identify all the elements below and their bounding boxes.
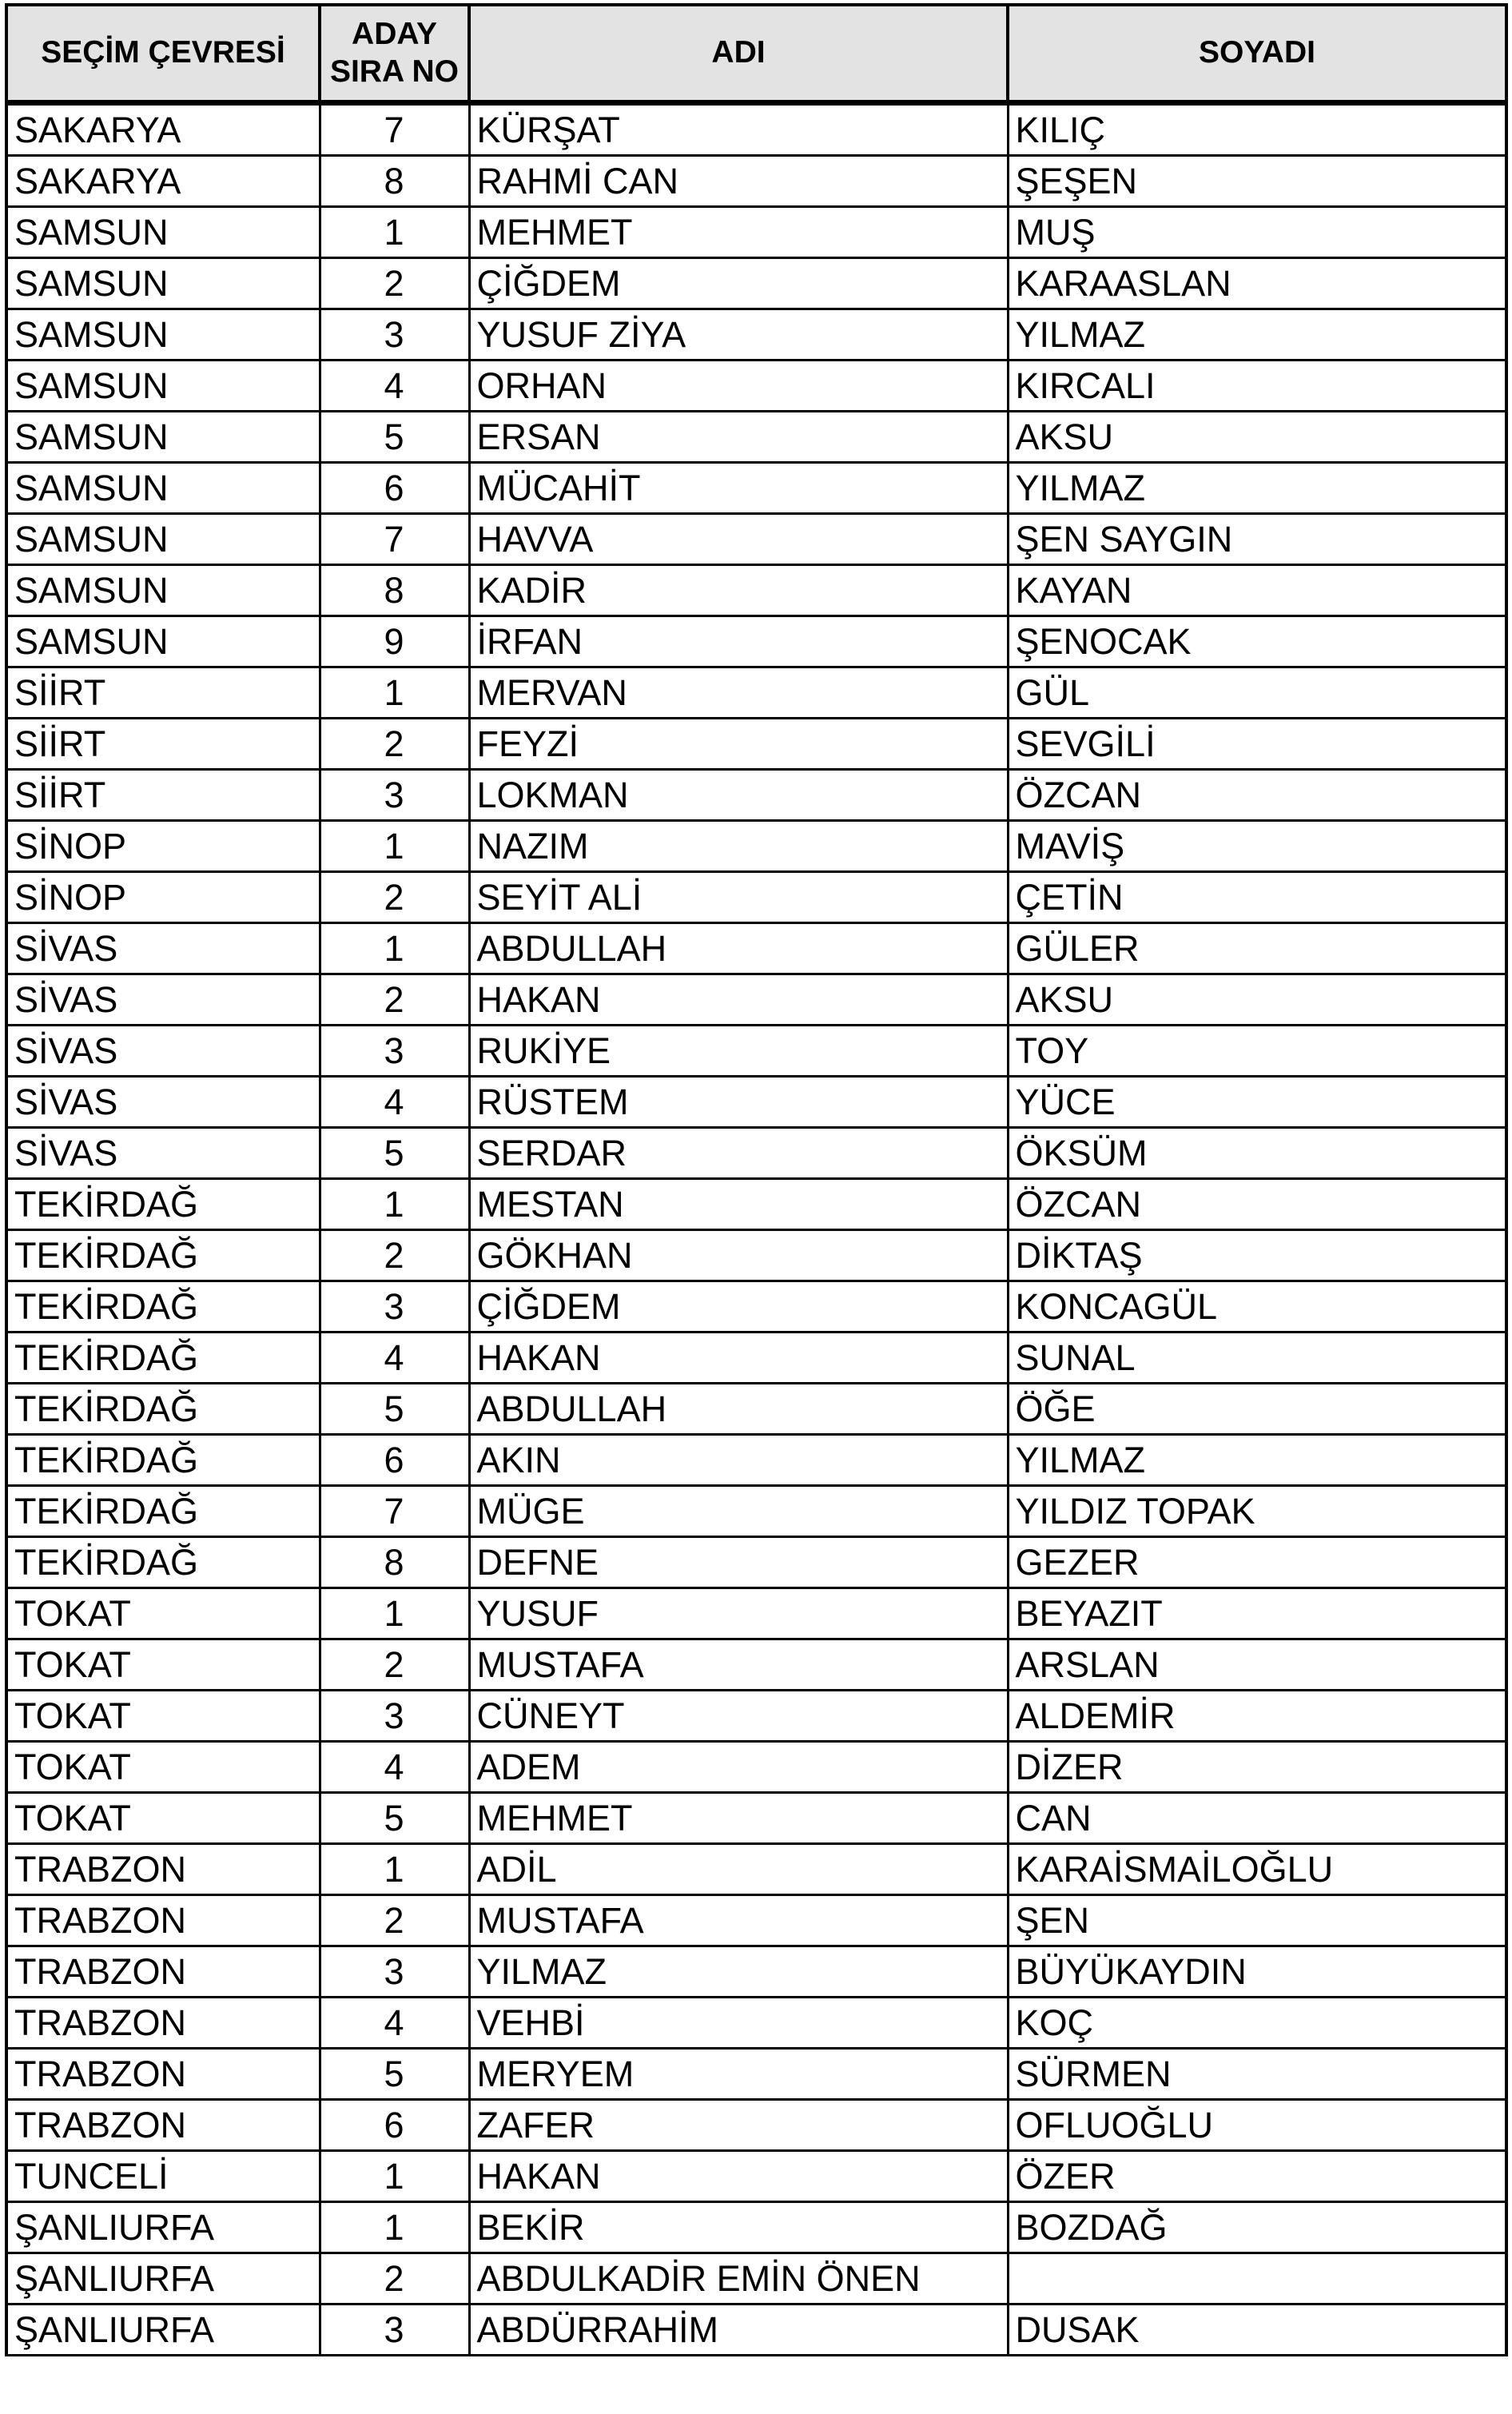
cell-adi: DEFNE (469, 1537, 1008, 1588)
header-sira-no-label: SIRA NO (329, 54, 460, 89)
table-row (6, 412, 1506, 463)
cell-soyadi: ŞENOCAK (1008, 616, 1506, 667)
cell-aday-sira-no: 1 (320, 2151, 469, 2202)
cell-aday-sira-no: 2 (320, 974, 469, 1026)
cell-adi: RÜSTEM (469, 1077, 1008, 1128)
table-row (6, 1639, 1506, 1691)
table-row (6, 1384, 1506, 1435)
cell-adi: AKIN (469, 1435, 1008, 1486)
header-aday-label: ADAY (352, 16, 437, 51)
cell-aday-sira-no: 3 (320, 2304, 469, 2356)
cell-aday-sira-no: 1 (320, 1844, 469, 1895)
table-row (6, 1230, 1506, 1281)
cell-adi: FEYZİ (469, 719, 1008, 770)
cell-secim-cevresi: TEKİRDAĞ (6, 1332, 320, 1384)
cell-soyadi: KARAİSMAİLOĞLU (1008, 1844, 1506, 1895)
table-row (6, 1026, 1506, 1077)
table-row (6, 156, 1506, 207)
cell-adi: ABDÜRRAHİM (469, 2304, 1008, 2356)
header-soyadi: SOYADI (1008, 5, 1506, 103)
table-row (6, 1793, 1506, 1844)
cell-secim-cevresi: TRABZON (6, 2100, 320, 2151)
cell-aday-sira-no: 7 (320, 514, 469, 565)
cell-secim-cevresi: TRABZON (6, 1998, 320, 2049)
cell-soyadi: ÖKSÜM (1008, 1128, 1506, 1179)
cell-secim-cevresi: SAMSUN (6, 514, 320, 565)
cell-adi: YUSUF ZİYA (469, 309, 1008, 361)
cell-soyadi: GÜL (1008, 667, 1506, 719)
cell-adi: MEHMET (469, 207, 1008, 258)
table-row (6, 1946, 1506, 1998)
cell-aday-sira-no: 8 (320, 1537, 469, 1588)
cell-soyadi: CAN (1008, 1793, 1506, 1844)
cell-secim-cevresi: ŞANLIURFA (6, 2304, 320, 2356)
cell-secim-cevresi: SİİRT (6, 719, 320, 770)
cell-aday-sira-no: 5 (320, 2049, 469, 2100)
cell-aday-sira-no: 5 (320, 1128, 469, 1179)
cell-soyadi: MUŞ (1008, 207, 1506, 258)
cell-secim-cevresi: TRABZON (6, 2049, 320, 2100)
cell-adi: CÜNEYT (469, 1691, 1008, 1742)
cell-soyadi: DUSAK (1008, 2304, 1506, 2356)
table-row (6, 1179, 1506, 1230)
cell-soyadi: OFLUOĞLU (1008, 2100, 1506, 2151)
cell-adi: LOKMAN (469, 770, 1008, 821)
cell-aday-sira-no: 4 (320, 1998, 469, 2049)
cell-adi: KÜRŞAT (469, 103, 1008, 156)
table-row (6, 2304, 1506, 2356)
cell-adi: ABDULLAH (469, 923, 1008, 974)
cell-adi: MESTAN (469, 1179, 1008, 1230)
cell-adi: YILMAZ (469, 1946, 1008, 1998)
cell-aday-sira-no: 5 (320, 1793, 469, 1844)
cell-secim-cevresi: SAMSUN (6, 207, 320, 258)
cell-secim-cevresi: ŞANLIURFA (6, 2253, 320, 2304)
cell-soyadi: SEVGİLİ (1008, 719, 1506, 770)
table-row (6, 2049, 1506, 2100)
cell-secim-cevresi: SİVAS (6, 923, 320, 974)
cell-soyadi: KAYAN (1008, 565, 1506, 616)
cell-aday-sira-no: 3 (320, 1946, 469, 1998)
cell-aday-sira-no: 1 (320, 667, 469, 719)
table-body (6, 103, 1506, 2356)
cell-adi: ÇİĞDEM (469, 1281, 1008, 1332)
table-row (6, 1998, 1506, 2049)
cell-aday-sira-no: 3 (320, 770, 469, 821)
cell-aday-sira-no: 1 (320, 1179, 469, 1230)
cell-soyadi: ŞEN SAYGIN (1008, 514, 1506, 565)
cell-aday-sira-no: 2 (320, 1639, 469, 1691)
cell-soyadi: GÜLER (1008, 923, 1506, 974)
table-row (6, 2151, 1506, 2202)
cell-adi: MERYEM (469, 2049, 1008, 2100)
cell-soyadi: KIRCALI (1008, 361, 1506, 412)
cell-adi: MERVAN (469, 667, 1008, 719)
cell-secim-cevresi: SİNOP (6, 872, 320, 923)
cell-soyadi: GEZER (1008, 1537, 1506, 1588)
header-secim-cevresi: SEÇİM ÇEVRESİ (6, 5, 320, 103)
table-row (6, 1486, 1506, 1537)
cell-soyadi: ÖZER (1008, 2151, 1506, 2202)
cell-secim-cevresi: TUNCELİ (6, 2151, 320, 2202)
table-row (6, 565, 1506, 616)
cell-aday-sira-no: 1 (320, 207, 469, 258)
table-header (6, 5, 1506, 103)
cell-aday-sira-no: 3 (320, 1281, 469, 1332)
cell-aday-sira-no: 6 (320, 2100, 469, 2151)
cell-aday-sira-no: 2 (320, 1895, 469, 1946)
cell-soyadi: KILIÇ (1008, 103, 1506, 156)
cell-adi: SEYİT ALİ (469, 872, 1008, 923)
cell-aday-sira-no: 7 (320, 1486, 469, 1537)
header-aday-sira-no (320, 5, 469, 103)
cell-soyadi: YILMAZ (1008, 309, 1506, 361)
cell-adi: NAZIM (469, 821, 1008, 872)
table-row (6, 1128, 1506, 1179)
cell-secim-cevresi: SAMSUN (6, 258, 320, 309)
cell-aday-sira-no: 7 (320, 103, 469, 156)
cell-soyadi: BOZDAĞ (1008, 2202, 1506, 2253)
cell-soyadi: ÖĞE (1008, 1384, 1506, 1435)
cell-adi: HAVVA (469, 514, 1008, 565)
cell-secim-cevresi: TEKİRDAĞ (6, 1384, 320, 1435)
cell-aday-sira-no: 2 (320, 258, 469, 309)
cell-adi: ADİL (469, 1844, 1008, 1895)
cell-adi: HAKAN (469, 2151, 1008, 2202)
cell-soyadi (1008, 2253, 1506, 2304)
cell-adi: MÜCAHİT (469, 463, 1008, 514)
cell-adi: ABDULLAH (469, 1384, 1008, 1435)
cell-secim-cevresi: TEKİRDAĞ (6, 1537, 320, 1588)
table-row (6, 1281, 1506, 1332)
cell-soyadi: SUNAL (1008, 1332, 1506, 1384)
cell-soyadi: ALDEMİR (1008, 1691, 1506, 1742)
cell-soyadi: ŞEŞEN (1008, 156, 1506, 207)
cell-secim-cevresi: ŞANLIURFA (6, 2202, 320, 2253)
cell-secim-cevresi: TOKAT (6, 1793, 320, 1844)
cell-adi: HAKAN (469, 974, 1008, 1026)
cell-soyadi: AKSU (1008, 974, 1506, 1026)
candidate-table (5, 3, 1508, 2356)
cell-aday-sira-no: 3 (320, 1691, 469, 1742)
cell-aday-sira-no: 6 (320, 463, 469, 514)
cell-soyadi: ÖZCAN (1008, 770, 1506, 821)
cell-secim-cevresi: TEKİRDAĞ (6, 1230, 320, 1281)
candidate-list-sheet (5, 3, 1505, 2356)
cell-soyadi: YILMAZ (1008, 463, 1506, 514)
header-adi: ADI (469, 5, 1008, 103)
table-row (6, 514, 1506, 565)
cell-adi: İRFAN (469, 616, 1008, 667)
cell-secim-cevresi: TOKAT (6, 1639, 320, 1691)
cell-aday-sira-no: 6 (320, 1435, 469, 1486)
cell-aday-sira-no: 4 (320, 1077, 469, 1128)
cell-adi: RUKİYE (469, 1026, 1008, 1077)
table-row (6, 719, 1506, 770)
table-row (6, 872, 1506, 923)
table-row (6, 2100, 1506, 2151)
table-row (6, 1332, 1506, 1384)
cell-soyadi: YÜCE (1008, 1077, 1506, 1128)
cell-secim-cevresi: SAMSUN (6, 616, 320, 667)
table-row (6, 974, 1506, 1026)
cell-soyadi: BÜYÜKAYDIN (1008, 1946, 1506, 1998)
table-row (6, 1895, 1506, 1946)
table-row (6, 821, 1506, 872)
cell-aday-sira-no: 2 (320, 1230, 469, 1281)
cell-adi: MÜGE (469, 1486, 1008, 1537)
cell-aday-sira-no: 1 (320, 2202, 469, 2253)
cell-secim-cevresi: SAMSUN (6, 463, 320, 514)
table-row (6, 2202, 1506, 2253)
cell-soyadi: YILMAZ (1008, 1435, 1506, 1486)
cell-secim-cevresi: SAMSUN (6, 361, 320, 412)
cell-aday-sira-no: 4 (320, 1742, 469, 1793)
cell-secim-cevresi: TRABZON (6, 1895, 320, 1946)
cell-adi: GÖKHAN (469, 1230, 1008, 1281)
table-row (6, 1742, 1506, 1793)
cell-aday-sira-no: 1 (320, 1588, 469, 1639)
cell-secim-cevresi: SİVAS (6, 1128, 320, 1179)
cell-soyadi: KOÇ (1008, 1998, 1506, 2049)
cell-secim-cevresi: SİVAS (6, 1077, 320, 1128)
cell-adi: YUSUF (469, 1588, 1008, 1639)
cell-adi: HAKAN (469, 1332, 1008, 1384)
cell-adi: BEKİR (469, 2202, 1008, 2253)
cell-aday-sira-no: 5 (320, 1384, 469, 1435)
cell-soyadi: MAVİŞ (1008, 821, 1506, 872)
cell-aday-sira-no: 4 (320, 361, 469, 412)
cell-secim-cevresi: TOKAT (6, 1742, 320, 1793)
cell-adi: ZAFER (469, 2100, 1008, 2151)
cell-soyadi: ÇETİN (1008, 872, 1506, 923)
cell-adi: VEHBİ (469, 1998, 1008, 2049)
table-row (6, 207, 1506, 258)
cell-adi: KADİR (469, 565, 1008, 616)
table-row (6, 2253, 1506, 2304)
cell-adi: ADEM (469, 1742, 1008, 1793)
table-row (6, 309, 1506, 361)
cell-adi: ORHAN (469, 361, 1008, 412)
cell-soyadi: YILDIZ TOPAK (1008, 1486, 1506, 1537)
table-row (6, 923, 1506, 974)
table-row (6, 1588, 1506, 1639)
table-row (6, 361, 1506, 412)
header-row (6, 5, 1506, 103)
cell-adi: ABDULKADİR EMİN ÖNEN (469, 2253, 1008, 2304)
cell-soyadi: DİZER (1008, 1742, 1506, 1793)
cell-aday-sira-no: 4 (320, 1332, 469, 1384)
cell-adi: MUSTAFA (469, 1895, 1008, 1946)
cell-aday-sira-no: 3 (320, 309, 469, 361)
cell-adi: ERSAN (469, 412, 1008, 463)
cell-secim-cevresi: SİNOP (6, 821, 320, 872)
cell-soyadi: ARSLAN (1008, 1639, 1506, 1691)
cell-secim-cevresi: SAMSUN (6, 412, 320, 463)
cell-secim-cevresi: SİVAS (6, 974, 320, 1026)
cell-secim-cevresi: TEKİRDAĞ (6, 1179, 320, 1230)
cell-soyadi: BEYAZIT (1008, 1588, 1506, 1639)
cell-secim-cevresi: TEKİRDAĞ (6, 1486, 320, 1537)
cell-secim-cevresi: TOKAT (6, 1691, 320, 1742)
cell-secim-cevresi: TOKAT (6, 1588, 320, 1639)
table-row (6, 1844, 1506, 1895)
table-row (6, 103, 1506, 156)
table-row (6, 1691, 1506, 1742)
cell-aday-sira-no: 2 (320, 872, 469, 923)
cell-secim-cevresi: TEKİRDAĞ (6, 1281, 320, 1332)
table-row (6, 1537, 1506, 1588)
cell-aday-sira-no: 3 (320, 1026, 469, 1077)
cell-adi: RAHMİ CAN (469, 156, 1008, 207)
cell-aday-sira-no: 1 (320, 923, 469, 974)
cell-secim-cevresi: SAMSUN (6, 309, 320, 361)
cell-adi: ÇİĞDEM (469, 258, 1008, 309)
cell-soyadi: ÖZCAN (1008, 1179, 1506, 1230)
table-row (6, 1077, 1506, 1128)
table-row (6, 258, 1506, 309)
cell-secim-cevresi: SAMSUN (6, 565, 320, 616)
table-row (6, 770, 1506, 821)
cell-secim-cevresi: SAKARYA (6, 156, 320, 207)
cell-aday-sira-no: 2 (320, 719, 469, 770)
cell-aday-sira-no: 9 (320, 616, 469, 667)
cell-secim-cevresi: SAKARYA (6, 103, 320, 156)
cell-soyadi: KONCAGÜL (1008, 1281, 1506, 1332)
cell-aday-sira-no: 5 (320, 412, 469, 463)
cell-secim-cevresi: TRABZON (6, 1844, 320, 1895)
cell-secim-cevresi: SİİRT (6, 770, 320, 821)
cell-soyadi: DİKTAŞ (1008, 1230, 1506, 1281)
cell-adi: MEHMET (469, 1793, 1008, 1844)
cell-soyadi: TOY (1008, 1026, 1506, 1077)
table-row (6, 1435, 1506, 1486)
cell-soyadi: SÜRMEN (1008, 2049, 1506, 2100)
table-row (6, 463, 1506, 514)
cell-adi: MUSTAFA (469, 1639, 1008, 1691)
cell-soyadi: AKSU (1008, 412, 1506, 463)
cell-secim-cevresi: TRABZON (6, 1946, 320, 1998)
cell-aday-sira-no: 8 (320, 156, 469, 207)
table-row (6, 667, 1506, 719)
cell-soyadi: ŞEN (1008, 1895, 1506, 1946)
cell-secim-cevresi: SİVAS (6, 1026, 320, 1077)
cell-soyadi: KARAASLAN (1008, 258, 1506, 309)
table-row (6, 616, 1506, 667)
cell-aday-sira-no: 1 (320, 821, 469, 872)
cell-secim-cevresi: SİİRT (6, 667, 320, 719)
cell-secim-cevresi: TEKİRDAĞ (6, 1435, 320, 1486)
cell-adi: SERDAR (469, 1128, 1008, 1179)
cell-aday-sira-no: 8 (320, 565, 469, 616)
cell-aday-sira-no: 2 (320, 2253, 469, 2304)
